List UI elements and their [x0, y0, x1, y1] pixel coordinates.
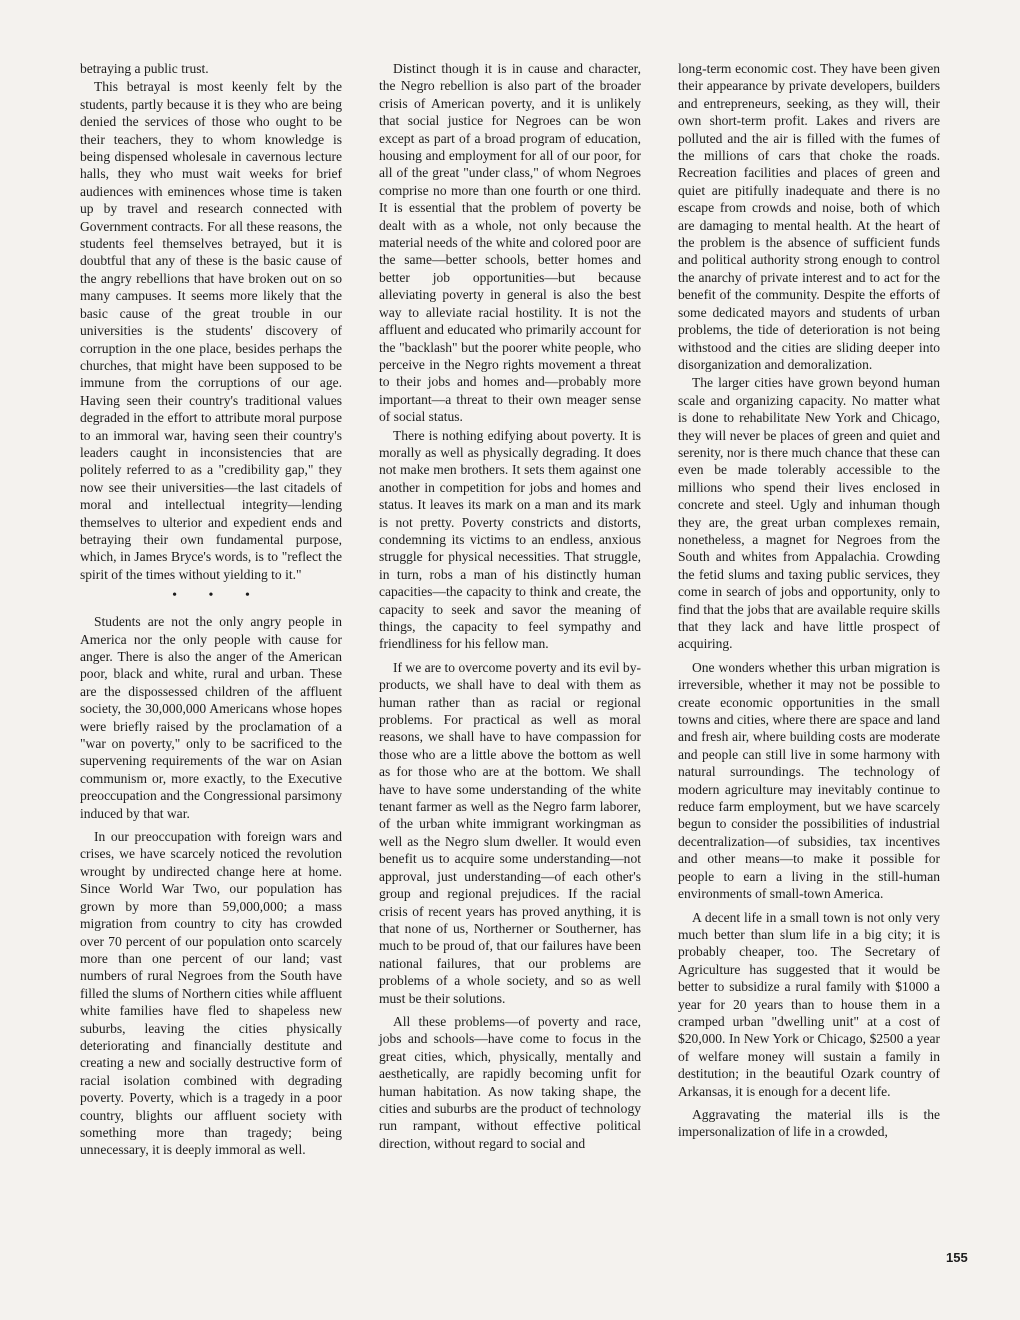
paragraph: In our preoccupation with foreign wars and crises, we have scarcely noticed the revolution wrought by undirected change here at home. Since World War Two, our population has grown by more than 59,000,000; a mass migration from country to city has crowded over 70 percent of our population onto scarcely more than one percent of our land; vast numbers of rural Negroes from the South have filled the slums of Northern cities while affluent white families have fled to shapeless new suburbs, leaving the cities physically deteriorating and financially destitute and creating a new and socially destructive form of racial isolation combined with degrading poverty. Poverty, which is a tragedy in a poor country, blights our affluent society with something more than tragedy; being unnecessary, it is deeply immoral as well.: [80, 829, 342, 1158]
paragraph: All these problems—of poverty and race, jobs and schools—have come to focus in the great cities, which, physically, mentally and aesthetically, are rapidly becoming unfit for human habitation. As now taking shape, the cities and suburbs are the product of technology run rampant, without effective political direction, without regard to social and: [379, 1013, 641, 1151]
page-number: 155: [946, 1250, 968, 1265]
paragraph: Distinct though it is in cause and character, the Negro rebellion is also part of the broader crisis of American poverty, and it is unlikely that social justice for Negroes can be won except as part of a broad program of education, housing and employment for all of our poor, for all of the great "under class," of whom Negroes comprise no more than one fourth or one third. It is essential that the problem of poverty be dealt with as a whole, not only because the material needs of the white and colored poor are the same—better schools, better homes and better job opportunities—but because alleviating poverty in general is also the best way to alleviate racial hostility. It is not the affluent and educated who primarily account for the "backlash" but the poorer white people, who perceive in the Negro rights movement a threat to their jobs and homes and—probably more important—a threat to their own meager sense of social status.: [379, 61, 641, 425]
paragraph: betraying a public trust.: [80, 61, 209, 76]
paragraph: The larger cities have grown beyond human scale and organizing capacity. No matter what is done to rehabilitate New York and Chicago, they will never be places of green and quiet and serenity, nor is there much chance that these can even be made tolerably accessible to the millions who spend their lives enclosed in concrete and steel. Ugly and inhuman though they are, the great urban complexes remain, nonetheless, a magnet for Negroes from the South and whites from Appalachia. Crowding the fetid slums and taxing public services, they come in search of jobs and opportunity, only to find that the jobs that are available require skills that they lack and have little prospect of acquiring.: [678, 375, 940, 652]
paragraph: long-term economic cost. They have been given their appearance by private developers, builders and entrepreneurs, seeking, as they will, their own short-term profit. Lakes and rivers are polluted and the air is filled with the fumes of the millions of cars that choke the roads. Recreation facilities and places of green and quiet are pitifully inadequate and there is no escape from crowds and noise, both of which are damaging to mental health. At the heart of the problem is the absence of sufficient funds and political authority strong enough to control the anarchy of private interest and to act for the benefit of the community. Despite the efforts of some dedicated mayors and students of urban problems, the tide of deterioration is not being withstood and the cities are sliding deeper into disorganization and demoralization.: [678, 61, 940, 372]
paragraph: One wonders whether this urban migration is irreversible, whether it may not be possible to create economic opportunities in the small towns and cities, where there are space and land and fresh air, where building costs are moderate and people can still live in some harmony with natural surroundings. The technology of modern agriculture may inevitably continue to reduce farm employment, but we have scarcely begun to consider the possibilities of industrial decentralization—of subsidies, tax incentives and other means—to make it possible for people to earn a living in the still-human environments of small-town America.: [678, 659, 940, 902]
paragraph: Students are not the only angry people in America nor the only people with cause for anger. There is also the anger of the American poor, black and white, rural and urban. These are the dispossessed children of the affluent society, the 30,000,000 Americans whose hopes were briefly raised by the proclamation of a "war on poverty," only to be sacrificed to the supervening requirements of the war on Asian communism or, more exactly, to the Executive preoccupation and the Congressional parsimony induced by that war.: [80, 614, 342, 821]
paragraph: There is nothing edifying about poverty. It is morally as well as physically degrading. It does not make men brothers. It sets them against one another in competition for jobs and homes and status. It leaves its mark on a man and its mark is not pretty. Poverty constricts and distorts, condemning its victims to an endless, anxious struggle for physical necessities. That struggle, in turn, robs a man of his distinctly human capacities—the capacity to think and create, the capacity to seek and savor the meaning of things, the capacity to feel sympathy and friendliness for his fellow man.: [379, 427, 641, 652]
paragraph: This betrayal is most keenly felt by the students, partly because it is they who are being denied the services of those who ought to be their teachers, they to whom knowledge is being dispensed wholesale in cavernous lecture halls, they who must wait weeks for brief audiences with eminences whose time is taken up by travel and research connected with Government contracts. For all these reasons, the students feel themselves betrayed, but it is doubtful that any of these is the basic cause of the angry rebellions that have broken out on so many campuses. It seems more likely that the basic cause of the great trouble in our universities is the students' discovery of corruption in the one place, besides perhaps the churches, that might have been supposed to be immune from the corruptions of our age. Having seen their country's traditional values degraded in the effort to attribute moral purpose to an immoral war, having seen their country's leaders caught in inconsistencies that are politely referred to as a "credibility gap," they now see their universities—the last citadels of moral and intellectual integrity—lending themselves to ulterior and expedient ends and betraying their own fundamental purpose, which, in James Bryce's words, is to "reflect the spirit of the times without yielding to it.": [80, 79, 342, 582]
text-column-2: [379, 60, 641, 1280]
text-column-3: [678, 60, 940, 1280]
paragraph: A decent life in a small town is not only very much better than slum life in a big city; it is probably cheaper, too. The Secretary of Agriculture has suggested that it would be better to subsidize a rural family with $1000 a year for 20 years than to house them in a cramped urban "dwelling unit" at a cost of $20,000. In New York or Chicago, $2500 a year of welfare money will sustain a family in destitution; in the beautiful Ozark country of Arkansas, it is enough for a decent life.: [678, 909, 940, 1099]
article-page: [80, 60, 940, 1280]
paragraph: Aggravating the material ills is the impersonalization of life in a crowded,: [678, 1106, 940, 1140]
text-column-1: [80, 60, 342, 1280]
section-separator: • • •: [172, 588, 264, 604]
paragraph: If we are to overcome poverty and its evil by-products, we shall have to deal with them as human rather than as racial or regional problems. For practical as well as moral reasons, we shall have to have compassion for those who are a little above the bottom as well as for those who are at the bottom. We shall have to have some understanding of the white tenant farmer as well as the Negro farm laborer, of the urban white immigrant workingman as well as the Negro slum dweller. It would even benefit us to acquire some understanding—not approval, just understanding—of each other's group and regional prejudices. If the racial crisis of recent years has proved anything, it is that none of us, Northerner or Southerner, has much to be proud of, that our failures have been national failures, that our problems are problems of a whole society, and so as well must be their solutions.: [379, 659, 641, 1006]
